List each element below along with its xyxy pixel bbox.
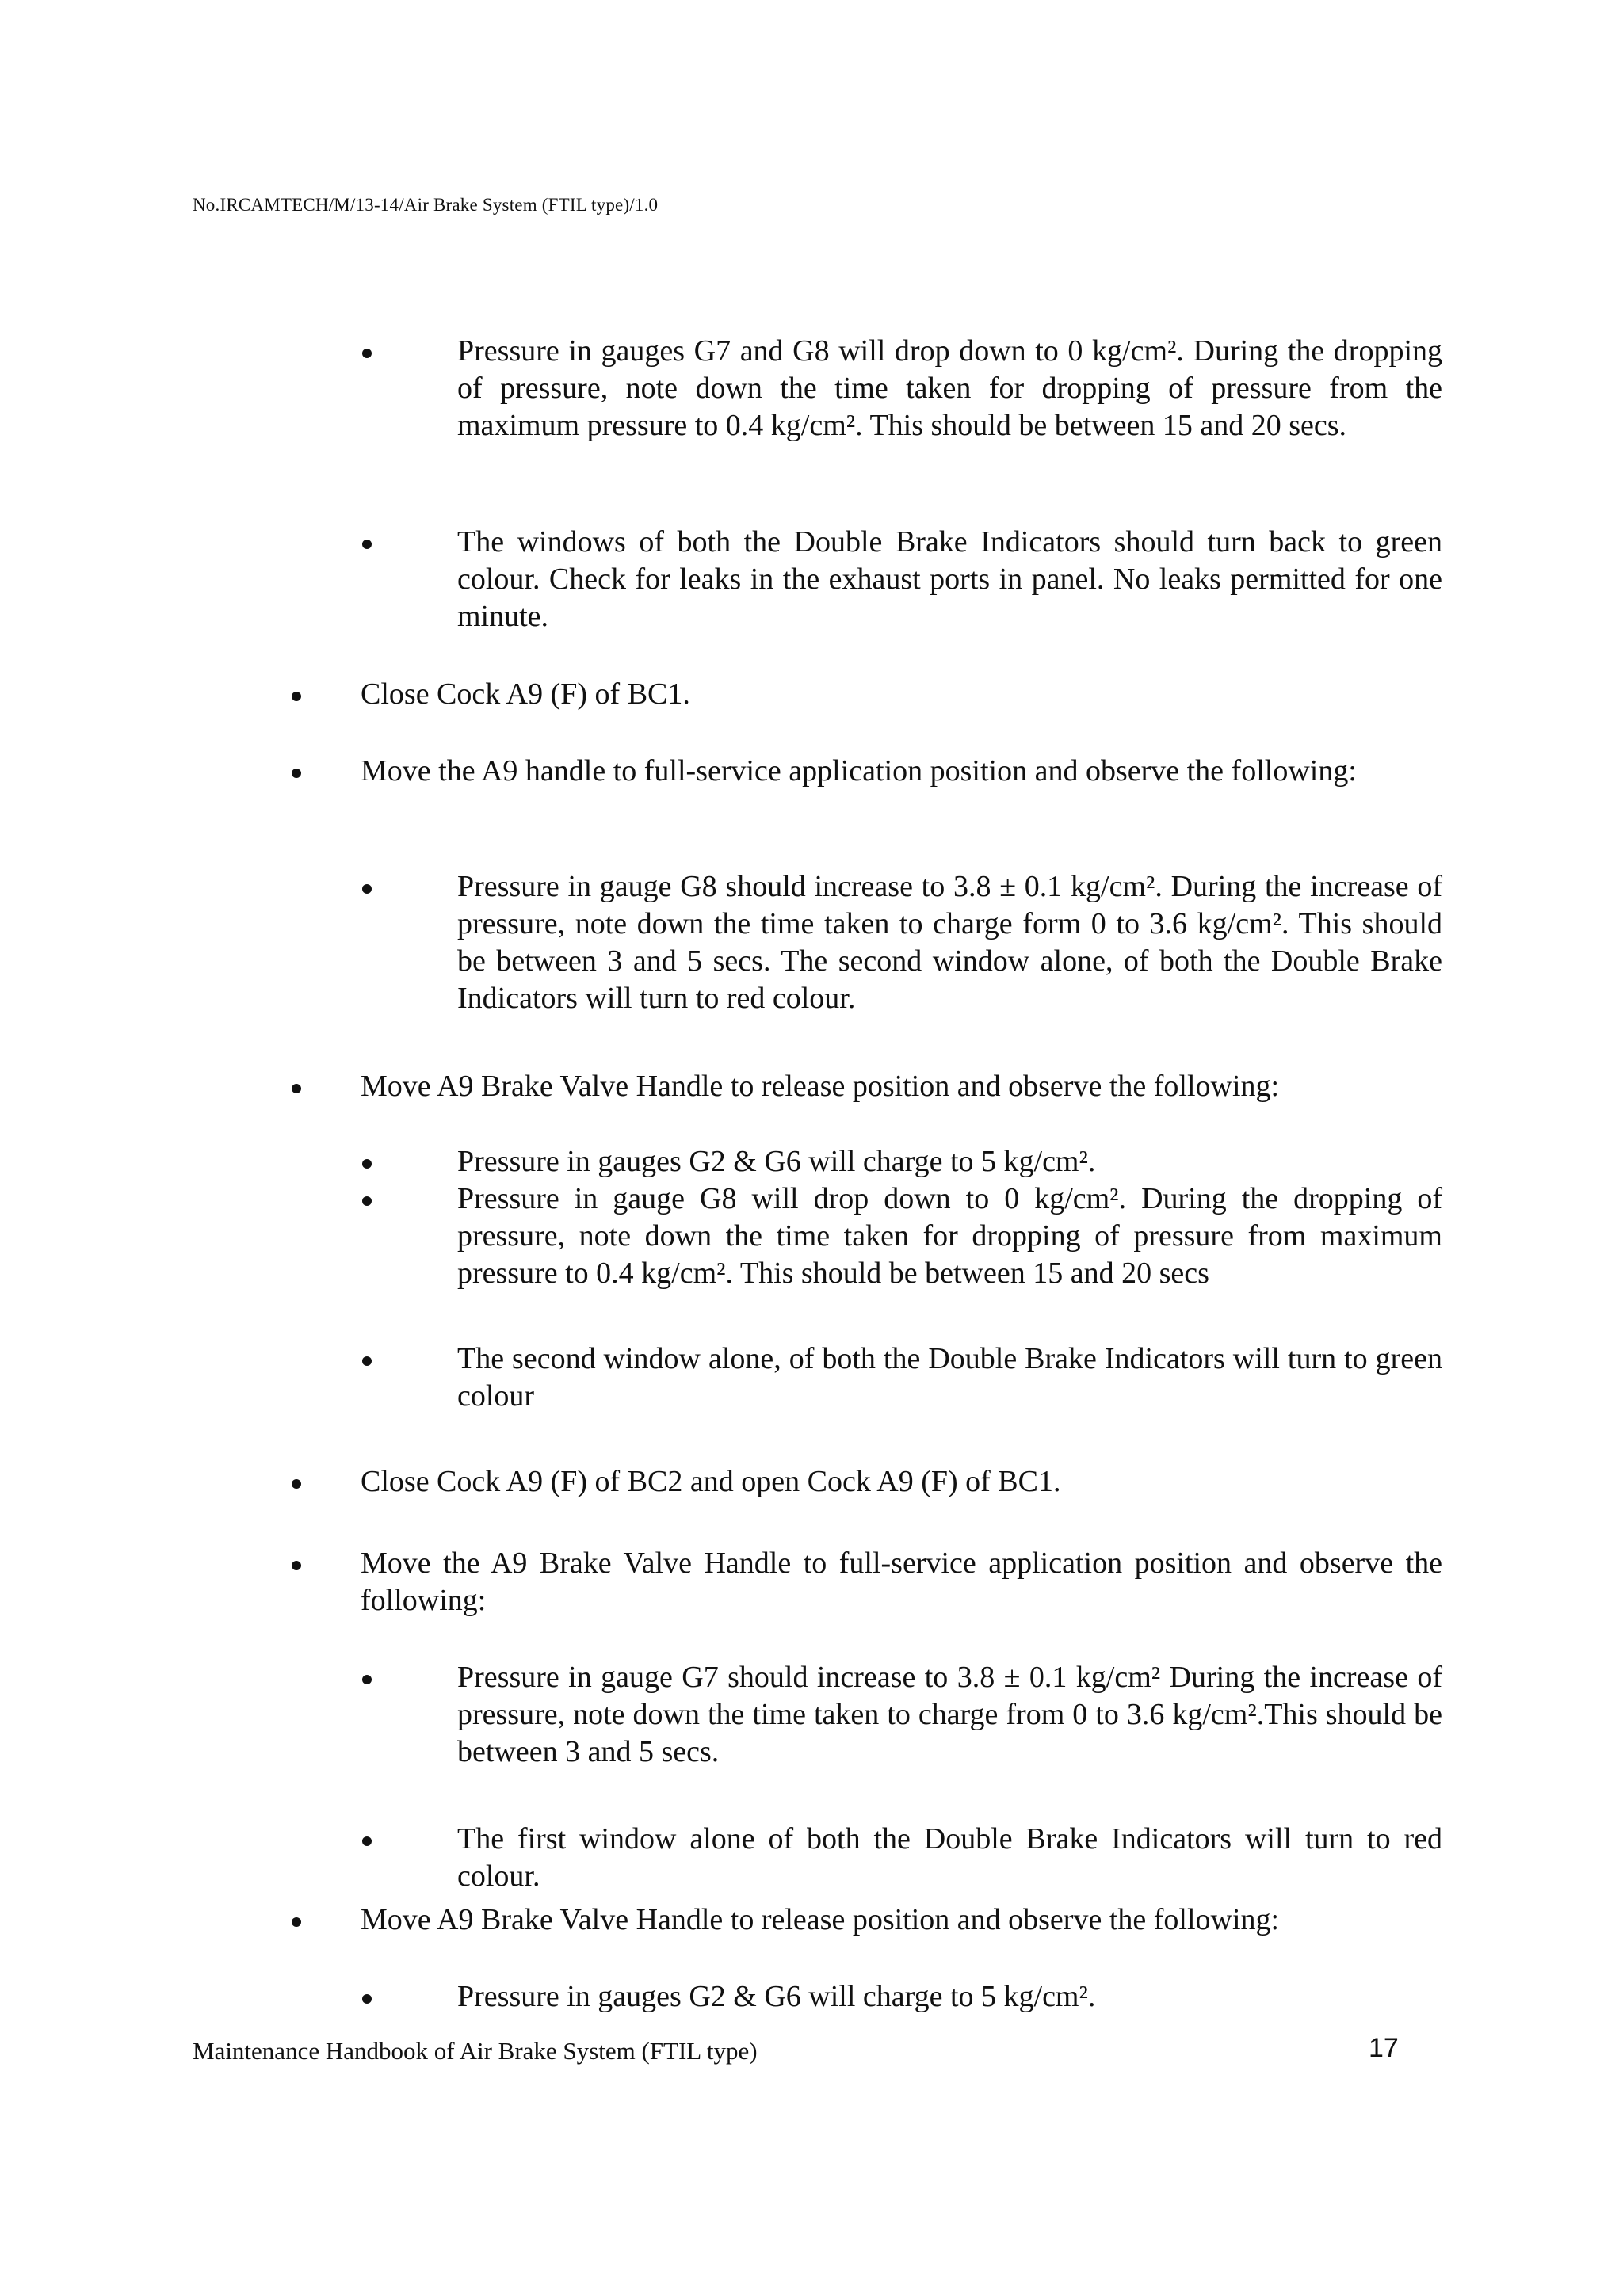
list-item-text: Move A9 Brake Valve Handle to release position and observe the following:: [361, 1903, 1280, 1936]
bullet-icon: [292, 1917, 301, 1927]
bullet-icon: [362, 884, 372, 894]
list-item: [361, 753, 1442, 790]
document-reference: No.IRCAMTECH/M/13-14/Air Brake System (FTIL type)/1.0: [193, 195, 659, 215]
list-item-text: The second window alone, of both the Double Brake Indicators will turn to green colour: [457, 1342, 1442, 1413]
list-item: [361, 1068, 1442, 1105]
footer-title: Maintenance Handbook of Air Brake System (FTIL type): [193, 2037, 758, 2065]
list-item: [457, 1978, 1442, 2016]
bullet-icon: [362, 1836, 372, 1846]
list-item: [457, 868, 1442, 1017]
list-item-text: Pressure in gauges G7 and G8 will drop down to 0 kg/cm². During the dropping of pressure, note down the time taken for dropping of pressure from the maximum pressure to 0.4 kg/cm². This should be between 15 and 20 secs.: [457, 334, 1442, 442]
list-item-text: Close Cock A9 (F) of BC1.: [361, 677, 690, 711]
bullet-icon: [292, 1561, 301, 1570]
bullet-icon: [292, 692, 301, 701]
list-item: [457, 1143, 1442, 1180]
list-item: [457, 1659, 1442, 1771]
list-item-text: The windows of both the Double Brake Indicators should turn back to green colour. Check for leaks in the exhaust ports in panel. No leaks permitted for one minute.: [457, 525, 1442, 633]
list-item-text: Pressure in gauges G2 & G6 will charge to 5 kg/cm².: [457, 1145, 1096, 1178]
list-item: [457, 1821, 1442, 1895]
page-number: 17: [1369, 2033, 1399, 2063]
bullet-icon: [362, 1675, 372, 1684]
list-item-text: Pressure in gauge G8 should increase to 3.8 ± 0.1 kg/cm². During the increase of pressure, note down the time taken to charge form 0 to 3.6 kg/cm². This should be between 3 and 5 secs. The second window alone, of both the Double Brake Indicators will turn to red colour.: [457, 870, 1442, 1015]
list-item: [361, 1463, 1442, 1501]
list-item: [457, 524, 1442, 635]
list-item: [361, 676, 1442, 713]
list-item-text: Pressure in gauges G2 & G6 will charge to 5 kg/cm².: [457, 1980, 1096, 2013]
bullet-icon: [292, 769, 301, 778]
bullet-icon: [362, 540, 372, 549]
list-item: [457, 333, 1442, 444]
bullet-icon: [362, 1994, 372, 2004]
list-item: [361, 1901, 1442, 1939]
bullet-icon: [292, 1084, 301, 1093]
list-item-text: The first window alone of both the Double Brake Indicators will turn to red colour.: [457, 1822, 1442, 1893]
bullet-icon: [292, 1479, 301, 1489]
list-item-text: Pressure in gauge G7 should increase to 3.8 ± 0.1 kg/cm² During the increase of pressure, note down the time taken to charge from 0 to 3.6 kg/cm².This should be between 3 and 5 secs.: [457, 1661, 1442, 1768]
bullet-icon: [362, 1356, 372, 1366]
list-item-text: Pressure in gauge G8 will drop down to 0 kg/cm². During the dropping of pressure, note down the time taken for dropping of pressure from maximum pressure to 0.4 kg/cm². This should be between 15 and 20 secs: [457, 1182, 1442, 1290]
list-item: [361, 1545, 1442, 1619]
list-item: [457, 1341, 1442, 1415]
list-item: [457, 1180, 1442, 1292]
bullet-icon: [362, 349, 372, 358]
list-item-text: Close Cock A9 (F) of BC2 and open Cock A9 (F) of BC1.: [361, 1465, 1061, 1498]
bullet-icon: [362, 1196, 372, 1206]
list-item-text: Move A9 Brake Valve Handle to release position and observe the following:: [361, 1070, 1280, 1103]
list-item-text: Move the A9 Brake Valve Handle to full-service application position and observe the following:: [361, 1547, 1442, 1617]
bullet-icon: [362, 1159, 372, 1169]
list-item-text: Move the A9 handle to full-service application position and observe the following:: [361, 754, 1357, 788]
